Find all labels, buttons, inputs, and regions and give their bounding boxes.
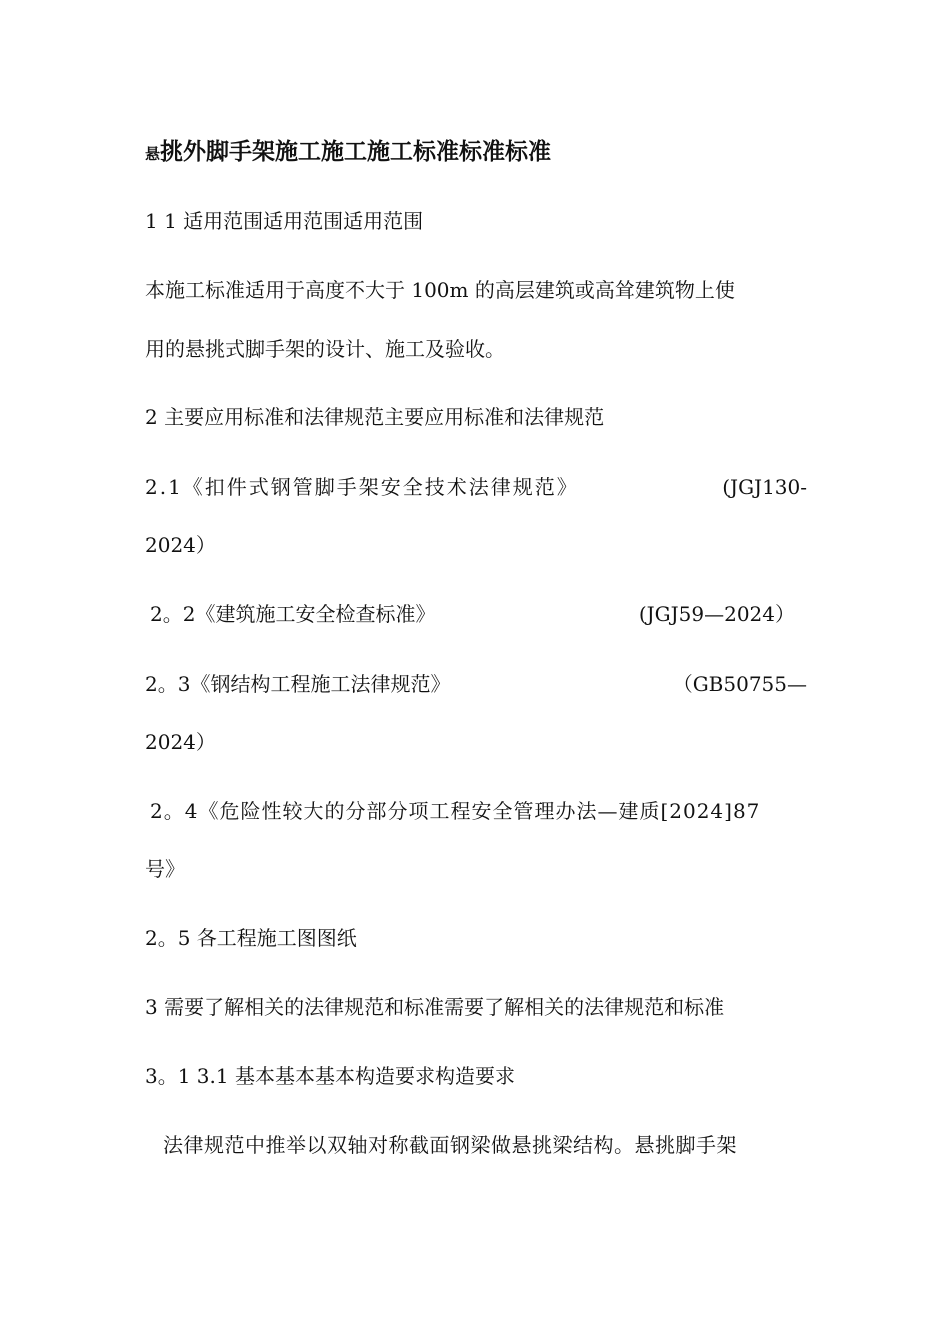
reference-2-1-title: 2.1《扣件式钢管脚手架安全技术法律规范》 xyxy=(145,475,579,499)
reference-2-2-code: (JGJ59—2024） xyxy=(638,602,795,626)
reference-2-3-code: （GB50755— xyxy=(672,672,807,696)
section-1-paragraph-line-1: 本施工标准适用于高度不大于 100m 的高层建筑或高耸建筑物上使 xyxy=(145,278,735,302)
document-title xyxy=(145,138,807,168)
reference-2-3-title: 2。3《钢结构工程施工法律规范》 xyxy=(145,672,451,696)
section-3-1-heading: 3。1 3.1 基本基本基本构造要求构造要求 xyxy=(145,1064,515,1088)
reference-2-4-line-2: 号》 xyxy=(145,857,185,881)
document-title-text: 挑外脚手架施工施工施工标准标准标准 xyxy=(160,139,552,165)
section-3-heading: 3 需要了解相关的法律规范和标准需要了解相关的法律规范和标准 xyxy=(145,995,725,1019)
reference-2-2 xyxy=(145,600,795,628)
reference-2-4-line-1: 2。4《危险性较大的分部分项工程安全管理办法—建质[2024]87 xyxy=(150,799,761,823)
reference-2-3 xyxy=(145,670,807,698)
section-3-1-paragraph-line-1: 法律规范中推举以双轴对称截面钢梁做悬挑梁结构。悬挑脚手架 xyxy=(163,1133,737,1157)
section-2-heading: 2 主要应用标准和法律规范主要应用标准和法律规范 xyxy=(145,405,605,429)
reference-2-1-code: (JGJ130- xyxy=(722,475,807,499)
reference-2-1-continuation: 2024） xyxy=(145,533,216,557)
document-title-small-char: 悬 xyxy=(145,145,161,163)
section-1-heading: 1 1 适用范围适用范围适用范围 xyxy=(145,209,424,233)
section-1-paragraph-line-2: 用的悬挑式脚手架的设计、施工及验收。 xyxy=(145,337,505,361)
reference-2-1 xyxy=(145,473,807,501)
reference-2-2-title: 2。2《建筑施工安全检查标准》 xyxy=(150,602,436,626)
reference-2-5: 2。5 各工程施工图图纸 xyxy=(145,926,357,950)
reference-2-3-continuation: 2024） xyxy=(145,730,216,754)
